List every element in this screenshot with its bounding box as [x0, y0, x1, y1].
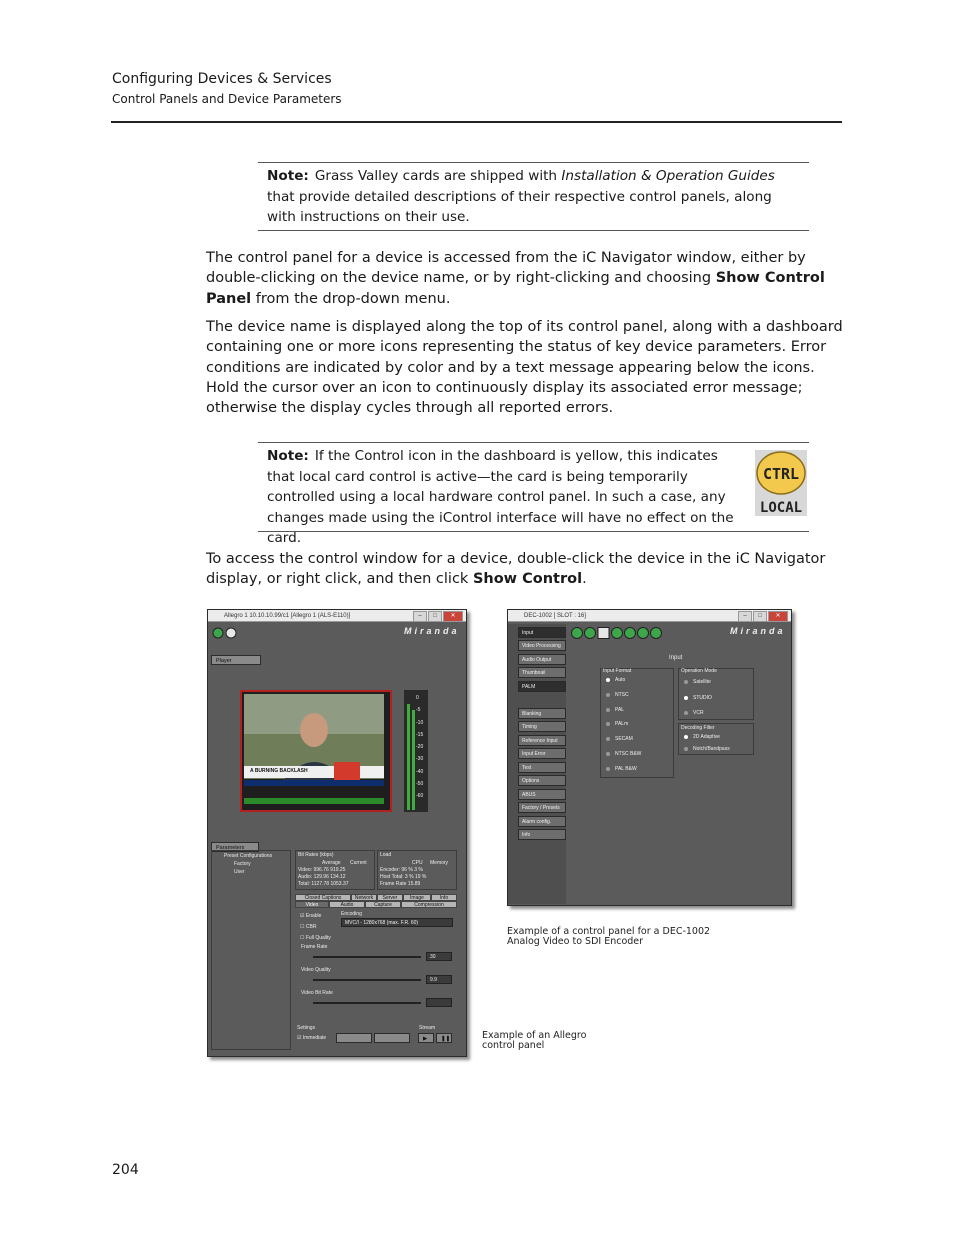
tab-audio[interactable]: Audio — [329, 901, 365, 908]
load-panel: Load CPU Memory Encoder: 96 % 3 % Host Total: 3 % 19 % Frame Rate 15.89 — [377, 850, 457, 890]
radio-notch-bandpass[interactable]: Notch/Bandpass — [684, 746, 730, 752]
close-button[interactable]: ✕ — [443, 611, 463, 622]
allegro-window — [207, 609, 467, 1057]
section-title: Control Panels and Device Parameters — [112, 92, 342, 106]
frame-rate-label: Frame Rate — [301, 944, 328, 950]
svg-text:LOCAL: LOCAL — [759, 500, 803, 516]
menu-input[interactable]: Input — [518, 627, 566, 638]
video-preview — [240, 690, 392, 812]
pause-button[interactable]: ❚❚ — [436, 1033, 452, 1043]
vu-scale-label: -15 — [416, 731, 424, 738]
radio-satellite[interactable]: Satellite — [684, 679, 711, 685]
vu-scale-label: -5 — [416, 707, 421, 714]
video-caption: A BURNING BACKLASH — [250, 768, 308, 774]
paragraph-1: The control panel for a device is accessed from the iC Navigator window, either by double-clicking on the device name, or by right-clicking and choosing Show Control Panel from the drop-down menu. — [206, 250, 825, 307]
radio-ntsc-bw[interactable]: NTSC B&W — [606, 751, 641, 757]
operation-mode-group: Operation Mode Satellite STUDIO VCR — [678, 668, 754, 720]
stream-label: Stream — [419, 1025, 436, 1031]
minimize-button[interactable]: – — [413, 611, 427, 622]
header-rule — [111, 121, 842, 123]
frame-rate-field[interactable]: 30 — [426, 952, 452, 961]
tab-network[interactable]: Network — [351, 894, 377, 901]
maximize-button[interactable]: □ — [753, 611, 767, 622]
video-quality-slider[interactable] — [313, 979, 421, 981]
video-frame — [242, 692, 390, 810]
dec1002-window — [507, 609, 792, 906]
tab-capture[interactable]: Capture — [365, 901, 401, 908]
note-box-2 — [258, 442, 809, 546]
frame-rate-slider[interactable] — [313, 956, 421, 958]
menu-options[interactable]: Options — [518, 775, 566, 786]
tree-item-factory[interactable]: Factory — [234, 861, 251, 867]
page-number: 204 — [112, 1162, 139, 1178]
video-quality-field[interactable]: 9.9 — [426, 975, 452, 984]
video-bit-rate-slider[interactable] — [313, 1002, 421, 1004]
note-label: Note: — [267, 168, 309, 184]
menu-blanking[interactable]: Blanking — [518, 708, 566, 719]
cbr-checkbox[interactable]: ☐ CBR — [300, 924, 317, 930]
radio-2d-adaptive[interactable]: 2D Adaptive — [684, 734, 720, 740]
radio-vcr[interactable]: VCR — [684, 710, 704, 716]
dec-caption: Example of a control panel for a DEC-1002 Analog Video to SDI Encoder — [507, 926, 711, 947]
vu-scale — [416, 692, 428, 803]
close-button[interactable]: ✕ — [768, 611, 788, 622]
input-title: Input — [669, 655, 683, 661]
allegro-dashboard — [212, 626, 242, 638]
tab-closed-captions[interactable]: Closed Captions — [295, 894, 351, 901]
encoding-label: Encoding — [341, 911, 362, 917]
vu-scale-label: -20 — [416, 744, 424, 751]
menu-thumbnail[interactable]: Thumbnail — [518, 667, 566, 678]
menu-alarm-config[interactable]: Alarm config. — [518, 816, 566, 827]
vu-scale-label: -50 — [416, 781, 424, 788]
menu-video-processing[interactable]: Video Processing — [518, 640, 566, 651]
vu-scale-label: 0 — [416, 695, 419, 701]
svg-text:CTRL: CTRL — [762, 465, 800, 483]
allegro-caption: Example of an Allegro control panel — [482, 1030, 587, 1051]
video-bit-rate-label: Video Bit Rate — [301, 990, 333, 996]
menu-test[interactable]: Test — [518, 762, 566, 773]
radio-secam[interactable]: SECAM — [606, 736, 633, 742]
tree-item-user[interactable]: User — [234, 869, 245, 875]
note-text-2: Note: If the Control icon in the dashboard is yellow, this indicates that local card control is active—the card is being temporarily controlled using a local hardware control panel. In such a case, any changes made using the iControl interface will have no effect on the card. — [267, 448, 734, 546]
tab-compression[interactable]: Compression — [401, 901, 457, 908]
vu-scale-label: -30 — [416, 756, 424, 763]
radio-studio[interactable]: STUDIO — [684, 695, 712, 701]
menu-info[interactable]: Info — [518, 829, 566, 840]
enable-checkbox[interactable]: ☑ Enable — [300, 913, 322, 919]
menu-palm[interactable]: PALM — [518, 681, 566, 692]
menu-abus[interactable]: ABUS — [518, 789, 566, 800]
immediate-checkbox[interactable]: ☑ Immediate — [297, 1035, 327, 1041]
video-bit-rate-field[interactable] — [426, 998, 452, 1007]
input-format-group: Input Format Auto NTSC PAL PALm SECAM NTSC B&W PAL B&W — [600, 668, 674, 778]
status-icons — [212, 627, 242, 639]
cancel-button[interactable] — [374, 1033, 410, 1043]
vu-scale-label: -40 — [416, 768, 424, 775]
allegro-titlebar: Allegro 1 10.10.10.99/c1 [Allegro 1 (ALS-E110)] – □ ✕ — [208, 610, 466, 622]
tab-server[interactable]: Server — [377, 894, 403, 901]
bitrates-panel: Bit Rates (kbps) Average Current Video: 996.76 919.25 Audio: 129.96 134.12 Total: 1127.78 1053.37 — [295, 850, 375, 890]
menu-input-error[interactable]: Input Error — [518, 748, 566, 759]
preset-tree — [211, 850, 291, 1050]
settings-label: Settings — [297, 1025, 316, 1031]
note-text-1: Note: Grass Valley cards are shipped with Installation & Operation Guides that provide detailed descriptions of their respective control panels, along with instructions on their use. — [267, 168, 775, 225]
radio-palm[interactable]: PALm — [606, 721, 628, 727]
play-button[interactable]: ▶ — [418, 1033, 434, 1043]
menu-factory-presets[interactable]: Factory / Presets — [518, 802, 566, 813]
note-box-1 — [258, 162, 809, 231]
ctrl-local-icon — [755, 450, 807, 516]
encoding-select[interactable]: MVC/I - 1280x768 (max. F.R. 60) — [341, 918, 453, 927]
tree-item-preset-configurations[interactable]: Preset Configurations — [224, 853, 273, 859]
parameters-button[interactable]: Parameters — [211, 842, 259, 852]
maximize-button[interactable]: □ — [428, 611, 442, 622]
paragraph-3: To access the control window for a device, double-click the device in the iC Navigator display, or right click, and then click Show Control. — [206, 551, 826, 588]
vu-scale-label: -60 — [416, 793, 424, 800]
full-quality-checkbox[interactable]: ☐ Full Quality — [300, 935, 331, 941]
tab-video[interactable]: Video — [295, 901, 329, 908]
apply-button[interactable] — [336, 1033, 372, 1043]
chapter-title: Configuring Devices & Services — [112, 71, 332, 87]
player-button[interactable]: Player — [211, 655, 261, 665]
menu-audio-output[interactable]: Audio Output — [518, 654, 566, 665]
radio-auto[interactable]: Auto — [606, 677, 625, 683]
note-label: Note: — [267, 448, 309, 464]
menu-reference-input[interactable]: Reference Input — [518, 735, 566, 746]
radio-pal[interactable]: PAL — [606, 707, 624, 713]
dec-status-icons — [570, 626, 662, 640]
vu-scale-label: -10 — [416, 719, 424, 726]
minimize-button[interactable]: – — [738, 611, 752, 622]
menu-timing[interactable]: Timing — [518, 721, 566, 732]
miranda-logo: Miranda — [730, 626, 786, 636]
video-quality-label: Video Quality — [301, 967, 331, 973]
tab-image[interactable]: Image — [403, 894, 431, 901]
decoding-filter-group: Decoding Filter 2D Adaptive Notch/Bandpass — [678, 723, 754, 755]
miranda-logo: Miranda — [404, 626, 460, 636]
paragraph-2: The device name is displayed along the top of its control panel, along with a dashboard containing one or more icons representing the status of key device parameters. Error conditions are indicated by color and by a text message appearing below the icons. Hold the cursor over an icon to continuously display its associated error message; otherwise the display cycles through all reported errors. — [206, 319, 843, 417]
dec-titlebar: DEC-1002 [ SLOT : 16] – □ ✕ — [508, 610, 791, 622]
tab-info[interactable]: Info — [431, 894, 457, 901]
radio-ntsc[interactable]: NTSC — [606, 692, 629, 698]
radio-pal-bw[interactable]: PAL B&W — [606, 766, 637, 772]
